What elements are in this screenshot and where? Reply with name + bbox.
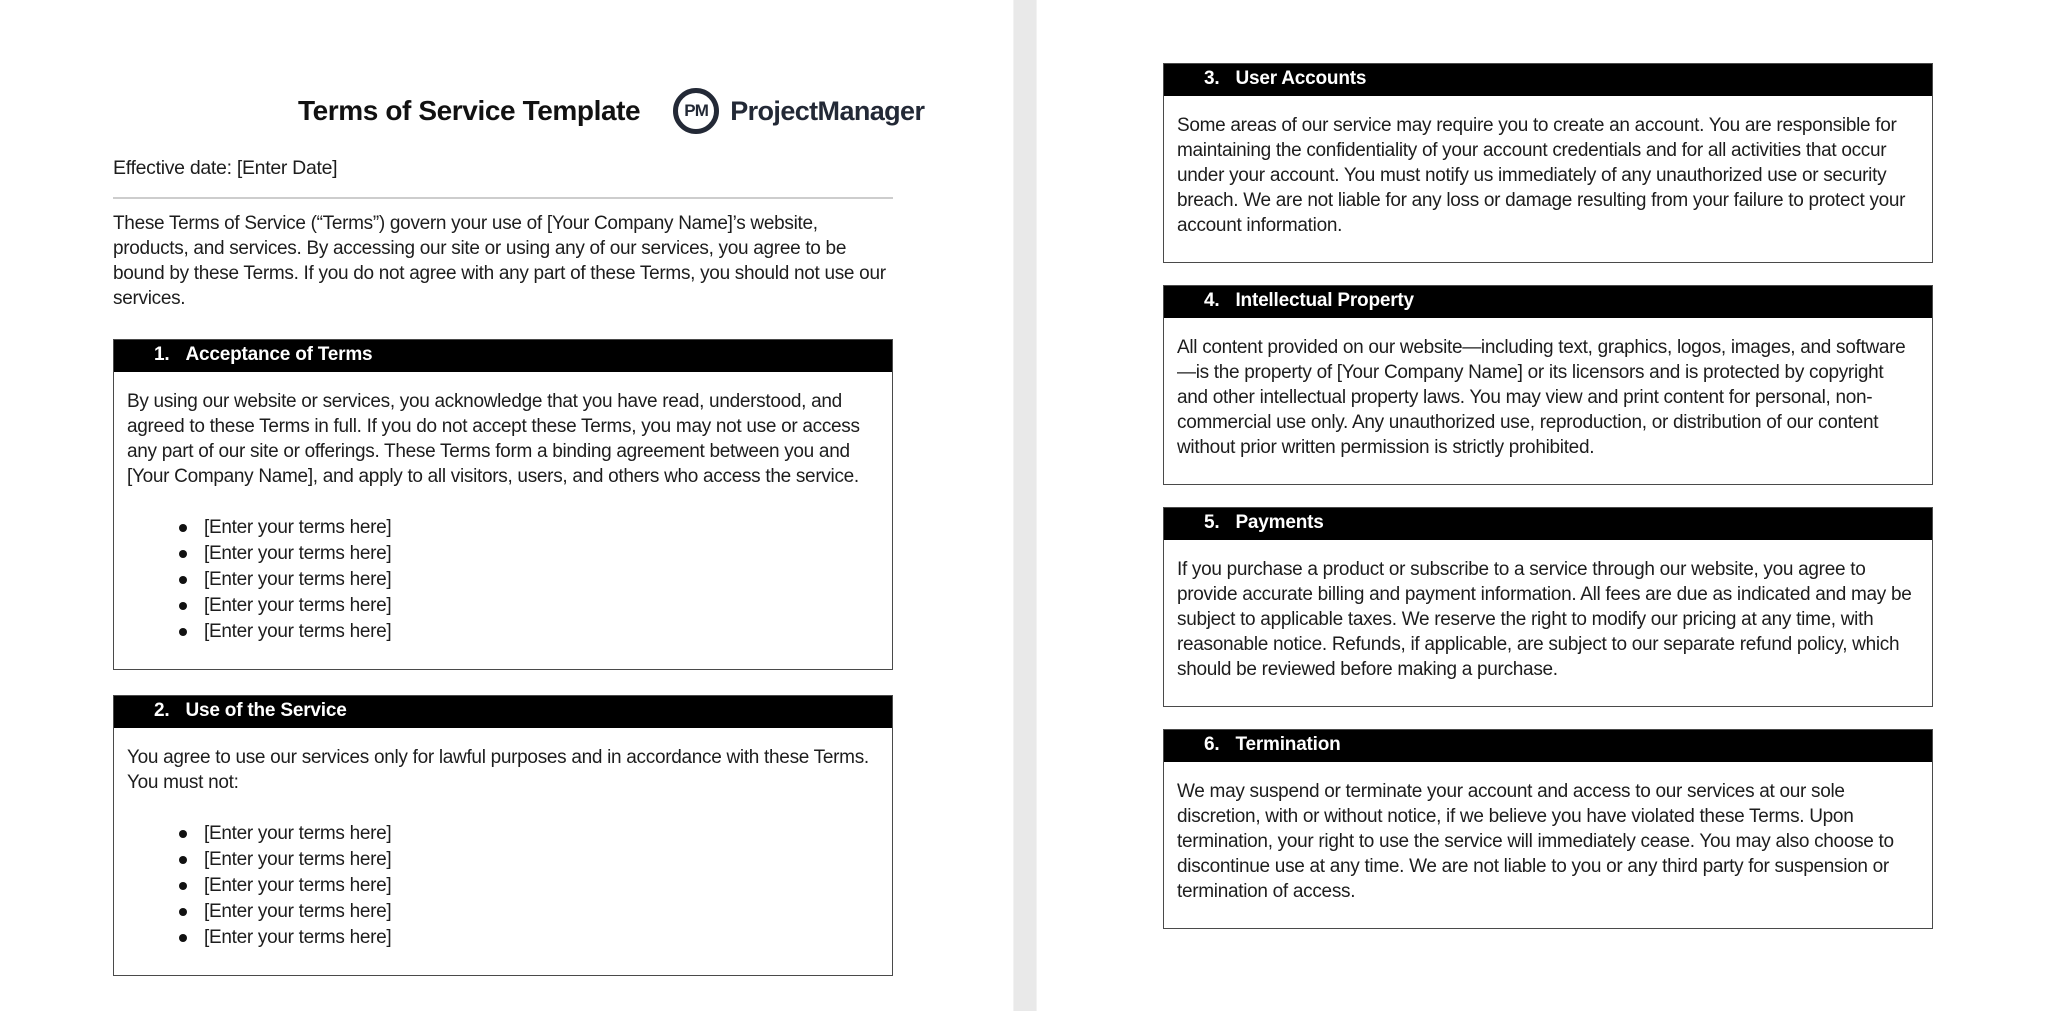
- section-body: [1164, 762, 1932, 928]
- bullet-item: [Enter your terms here]: [127, 821, 879, 847]
- bullet-item: [Enter your terms here]: [127, 925, 879, 951]
- section-box-termination: [1163, 729, 1933, 929]
- section-header: [1164, 286, 1932, 318]
- section-number: 5.: [1204, 512, 1220, 533]
- section-number: 2.: [154, 700, 170, 721]
- pm-monogram-icon: [673, 88, 719, 134]
- bullet-item: [Enter your terms here]: [127, 567, 879, 593]
- bullet-item: [Enter your terms here]: [127, 515, 879, 541]
- brand-logo: [673, 88, 924, 134]
- section-header: [114, 340, 892, 372]
- section-title: Intellectual Property: [1235, 290, 1414, 311]
- section-box-user-accounts: [1163, 63, 1933, 263]
- section-title: Use of the Service: [185, 700, 347, 721]
- document-page-right: [1037, 0, 2048, 1011]
- section-paragraph: If you purchase a product or subscribe to a service through our website, you agree to provide accurate billing and payment information. All fees are due as indicated and may be subject to applicable taxes. We reserve the right to modify our pricing at any time, with reasonable notice. Refunds, if applicable, are subject to our separate refund policy, which should be reviewed before making a purchase.: [1177, 559, 1912, 680]
- section-body: [1164, 318, 1932, 484]
- section-body: [114, 728, 892, 975]
- section-number: 1.: [154, 344, 170, 365]
- section-paragraph: You agree to use our services only for lawful purposes and in accordance with these Terms. You must not:: [127, 747, 869, 793]
- bullet-item: [Enter your terms here]: [127, 619, 879, 645]
- page-gutter: [1013, 0, 1037, 1011]
- section-header: [114, 696, 892, 728]
- section-paragraph: By using our website or services, you acknowledge that you have read, understood, and agreed to these Terms in full. If you do not accept these Terms, you may not use or access any part of our site or offerings. These Terms form a binding agreement between you and [Your Company Name], and apply to all visitors, users, and others who access the service.: [127, 391, 860, 487]
- bullet-item: [Enter your terms here]: [127, 847, 879, 873]
- terms-bullet-list: [127, 515, 879, 645]
- document-title: Terms of Service Template: [298, 95, 641, 126]
- effective-date: Effective date: [Enter Date]: [113, 157, 338, 179]
- section-header: [1164, 64, 1932, 96]
- bullet-item: [Enter your terms here]: [127, 593, 879, 619]
- section-box-intellectual-property: [1163, 285, 1933, 485]
- document-page-left: [0, 0, 1013, 1011]
- page-left-content: [113, 88, 925, 976]
- divider: [113, 197, 893, 199]
- section-box-payments: [1163, 507, 1933, 707]
- section-paragraph: All content provided on our website—including text, graphics, logos, images, and software—is the property of [Your Company Name] or its licensors and is protected by copyright and other intellectual property laws. You may view and print content for personal, non-commercial use only. Any unauthorized use, reproduction, or distribution of our content without prior written permission is strictly prohibited.: [1177, 337, 1906, 458]
- section-box-use-of-the-service: [113, 695, 893, 976]
- section-body: [1164, 96, 1932, 262]
- section-title: Payments: [1235, 512, 1324, 533]
- intro-paragraph: These Terms of Service (“Terms”) govern your use of [Your Company Name]’s website, products, and services. By accessing our site or using any of our services, you agree to be bound by these Terms. If you do not agree with any part of these Terms, you should not use our services.: [113, 213, 886, 309]
- section-number: 4.: [1204, 290, 1220, 311]
- terms-bullet-list: [127, 821, 879, 951]
- section-box-acceptance-of-terms: [113, 339, 893, 670]
- section-title: Termination: [1235, 734, 1341, 755]
- pm-monogram-text: PM: [684, 101, 709, 120]
- section-paragraph: Some areas of our service may require you to create an account. You are responsible for maintaining the confidentiality of your account credentials and for all activities that occur under your account. You must notify us immediately of any unauthorized use or security breach. We are not liable for any loss or damage resulting from your failure to protect your account information.: [1177, 115, 1906, 236]
- bullet-item: [Enter your terms here]: [127, 899, 879, 925]
- bullet-item: [Enter your terms here]: [127, 873, 879, 899]
- section-number: 6.: [1204, 734, 1220, 755]
- section-paragraph: We may suspend or terminate your account and access to our services at our sole discretion, with or without notice, if we believe you have violated these Terms. Upon termination, your right to use the service will immediately cease. You may also choose to discontinue use at any time. We are not liable to you or any third party for suspension or termination of access.: [1177, 781, 1894, 902]
- section-number: 3.: [1204, 68, 1220, 89]
- document-header: [298, 88, 925, 134]
- section-title: User Accounts: [1235, 68, 1367, 89]
- brand-wordmark: ProjectManager: [730, 95, 925, 126]
- section-body: [114, 372, 892, 669]
- bullet-item: [Enter your terms here]: [127, 541, 879, 567]
- section-title: Acceptance of Terms: [185, 344, 373, 365]
- section-header: [1164, 508, 1932, 540]
- section-body: [1164, 540, 1932, 706]
- page-right-content: [1163, 0, 1933, 929]
- section-header: [1164, 730, 1932, 762]
